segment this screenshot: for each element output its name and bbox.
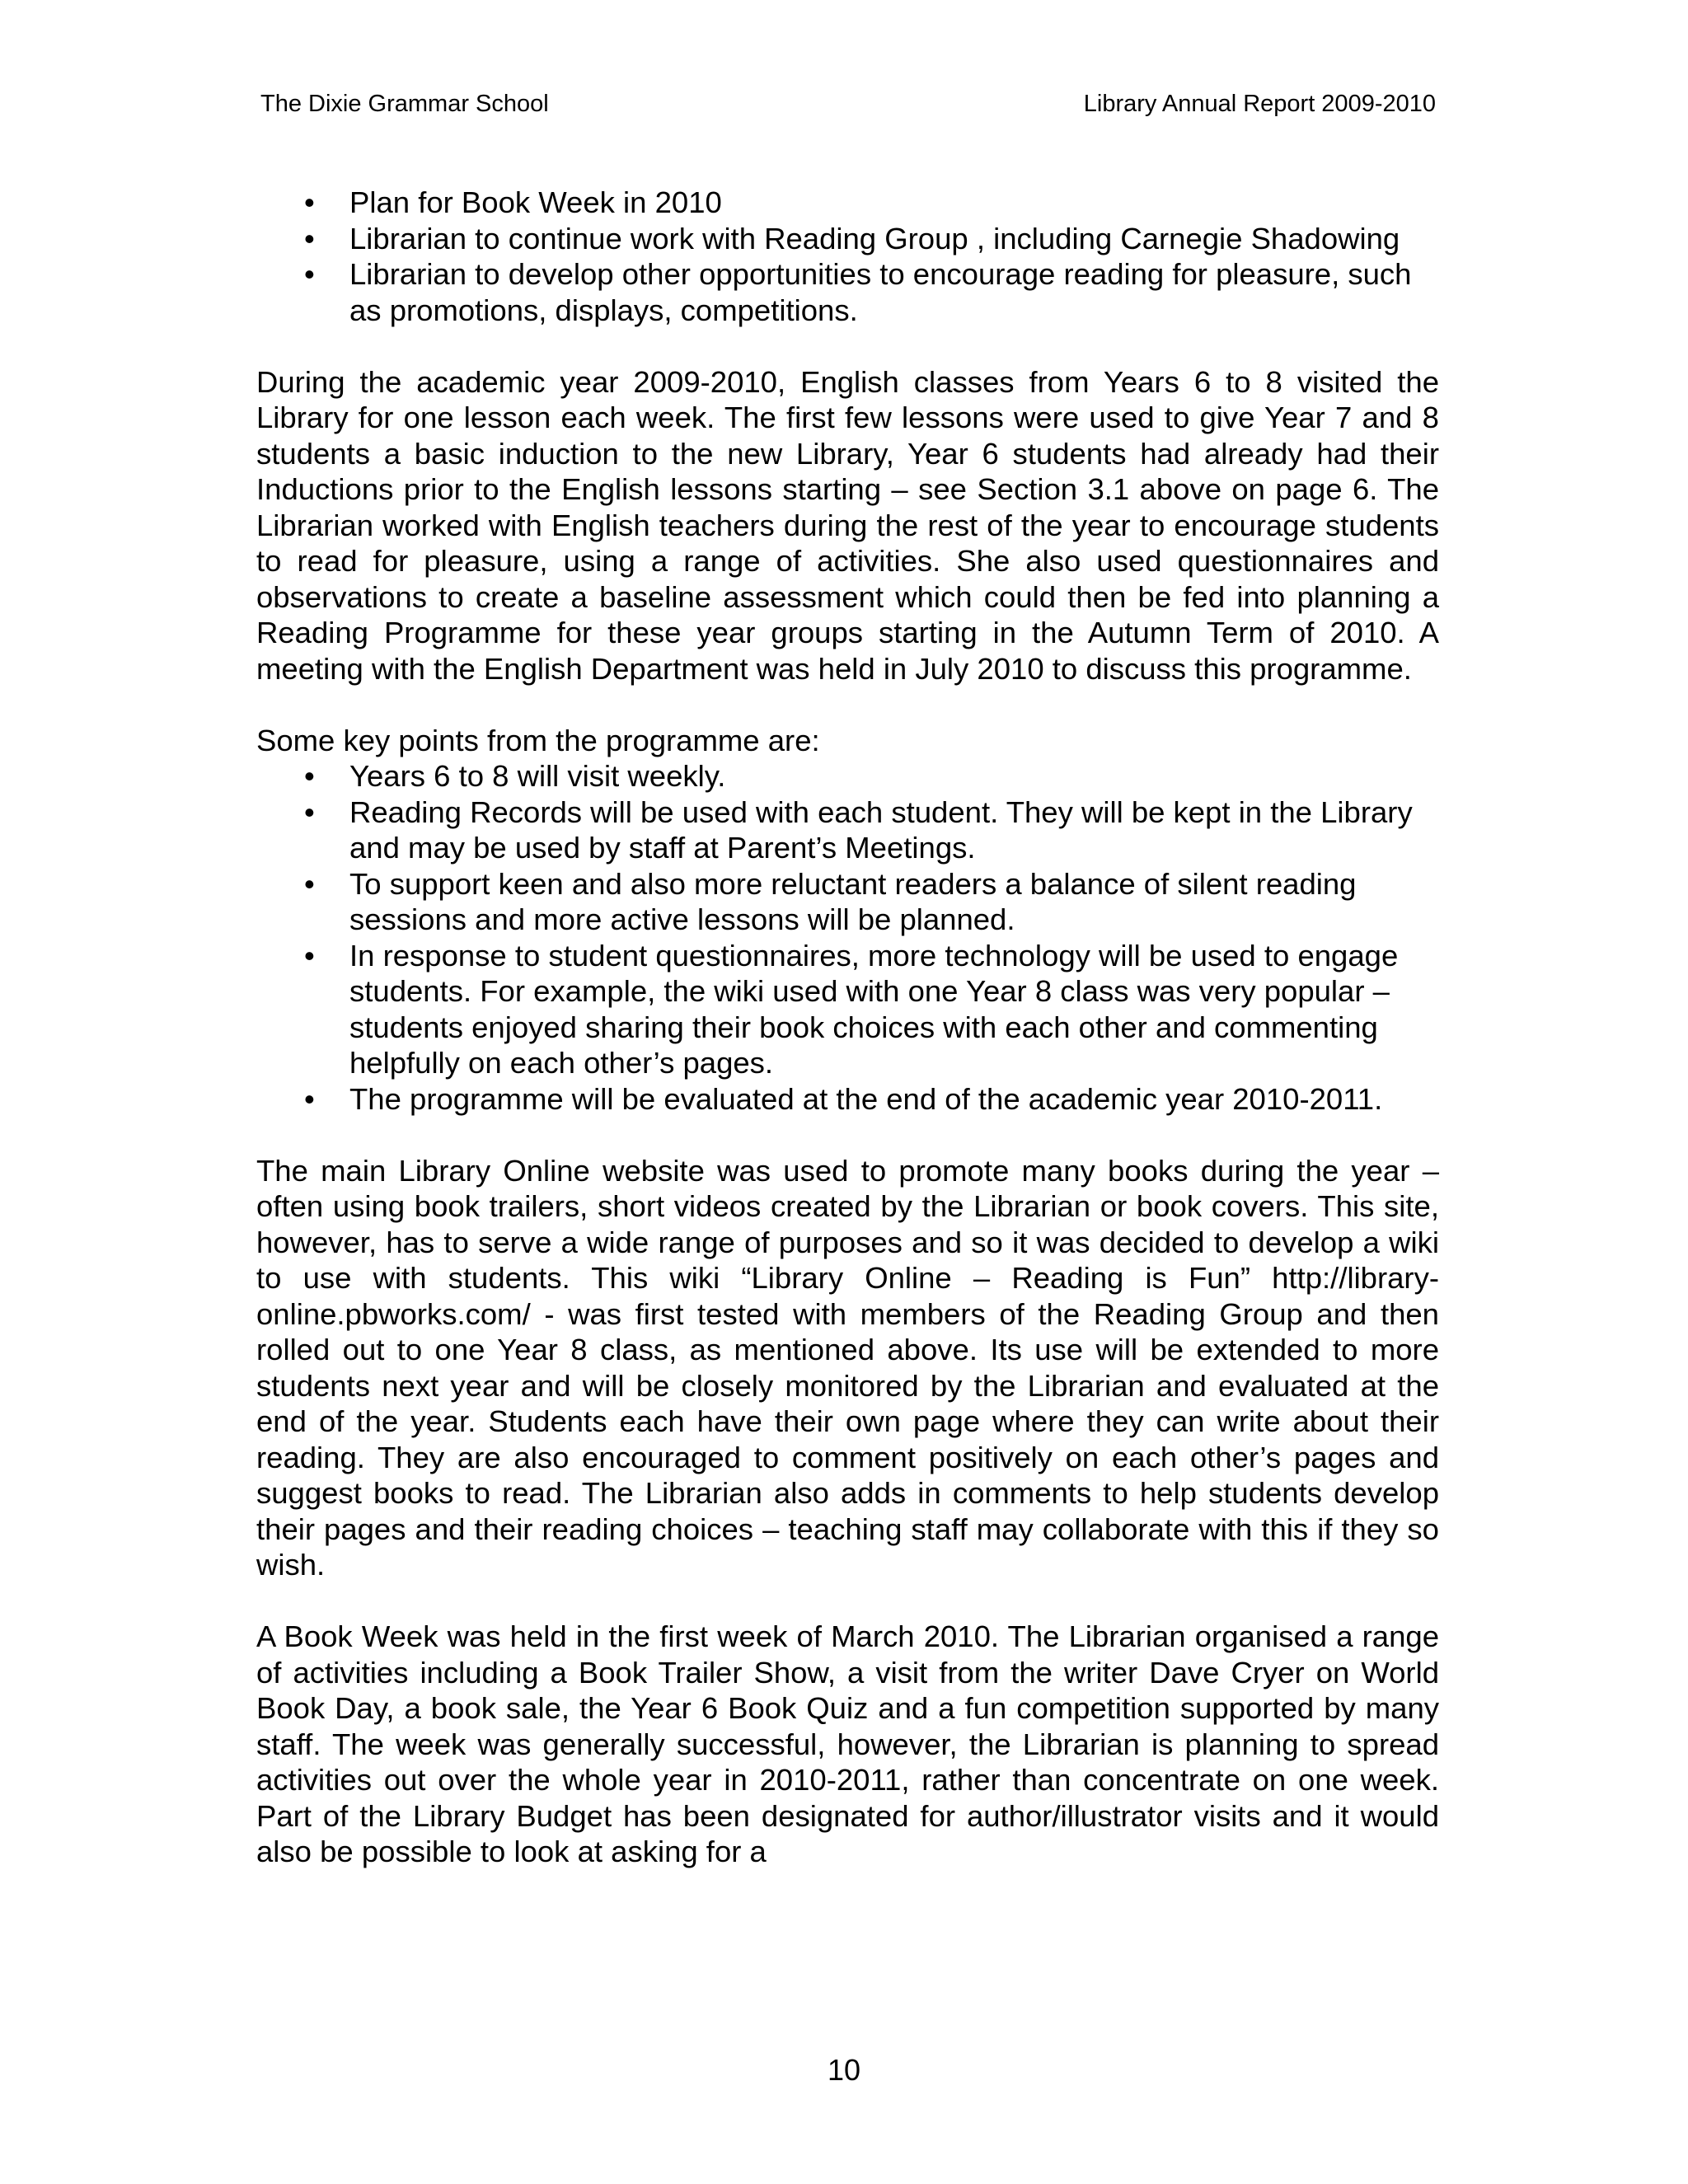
list-item [256, 256, 1439, 328]
bullet-icon: • [304, 185, 315, 219]
list-item-text: In response to student questionnaires, more technology will be used to engage students. For example, the wiki used with one Year 8 class was very popular – students enjoyed sharing their book choices with each other and commenting helpfully on each other’s pages. [349, 938, 1399, 1080]
list-item-text: Reading Records will be used with each student. They will be kept in the Library and may be used by staff at Parent’s Meetings. [349, 794, 1413, 865]
bullet-icon: • [304, 759, 315, 793]
key-points-bullet-list [256, 758, 1439, 1117]
list-item [256, 938, 1439, 1081]
list-item [256, 185, 1439, 221]
list-item [256, 221, 1439, 257]
list-item-text: Librarian to continue work with Reading Group , including Carnegie Shadowing [349, 221, 1400, 255]
list-item-text: Years 6 to 8 will visit weekly. [349, 759, 726, 793]
bullet-icon: • [304, 938, 315, 972]
page-header [260, 89, 1436, 119]
paragraph-english-classes: During the academic year 2009-2010, English classes from Years 6 to 8 visited the Library for one lesson each week. The first few lessons were used to give Year 7 and 8 students a basic induction to the new Library, Year 6 students had already had their Inductions prior to the English lessons starting – see Section 3.1 above on page 6. The Librarian worked with English teachers during the rest of the year to encourage students to read for pleasure, using a range of activities. She also used questionnaires and observations to create a baseline assessment which could then be fed into planning a Reading Programme for these year groups starting in the Autumn Term of 2010. A meeting with the English Department was held in July 2010 to discuss this programme. [256, 364, 1439, 686]
paragraph-library-online: The main Library Online website was used to promote many books during the year – often using book trailers, short videos created by the Librarian or book covers. This site, however, has to serve a wide range of purposes and so it was decided to develop a wiki to use with students. This wiki “Library Online – Reading is Fun” http://library-online.pbworks.com/ - was first tested with members of the Reading Group and then rolled out to one Year 8 class, as mentioned above. Its use will be extended to more students next year and will be closely monitored by the Librarian and evaluated at the end of the year. Students each have their own page where they can write about their reading. They are also encouraged to comment positively on each other’s pages and suggest books to read. The Librarian also adds in comments to help students develop their pages and their reading choices – teaching staff may collaborate with this if they so wish. [256, 1153, 1439, 1582]
list-item-text: To support keen and also more reluctant readers a balance of silent reading sessions and more active lessons will be planned. [349, 866, 1357, 936]
bullet-icon: • [304, 1081, 315, 1116]
header-report-title: Library Annual Report 2009-2010 [1083, 91, 1436, 117]
list-item-text: Librarian to develop other opportunities to encourage reading for pleasure, such as promotions, displays, competitions. [349, 257, 1412, 327]
list-item [256, 794, 1439, 866]
list-item [256, 758, 1439, 794]
bullet-icon: • [304, 257, 315, 291]
page-body [256, 185, 1439, 1870]
paragraph-book-week: A Book Week was held in the first week of March 2010. The Librarian organised a range of activities including a Book Trailer Show, a visit from the writer Dave Cryer on World Book Day, a book sale, the Year 6 Book Quiz and a fun competition supported by many staff. The week was generally successful, however, the Librarian is planning to spread activities out over the whole year in 2010-2011, rather than concentrate on one week. Part of the Library Budget has been designated for author/illustrator visits and it would also be possible to look at asking for a [256, 1619, 1439, 1868]
list-item [256, 866, 1439, 938]
list-item-text: The programme will be evaluated at the end of the academic year 2010-2011. [349, 1081, 1383, 1116]
key-points-intro: Some key points from the programme are: [256, 723, 820, 757]
plans-bullet-list [256, 185, 1439, 328]
page-number: 10 [827, 2053, 861, 2087]
list-item [256, 1081, 1439, 1118]
header-school-name: The Dixie Grammar School [260, 91, 549, 117]
bullet-icon: • [304, 794, 315, 829]
list-item-text: Plan for Book Week in 2010 [349, 185, 722, 219]
bullet-icon: • [304, 866, 315, 901]
bullet-icon: • [304, 221, 315, 255]
